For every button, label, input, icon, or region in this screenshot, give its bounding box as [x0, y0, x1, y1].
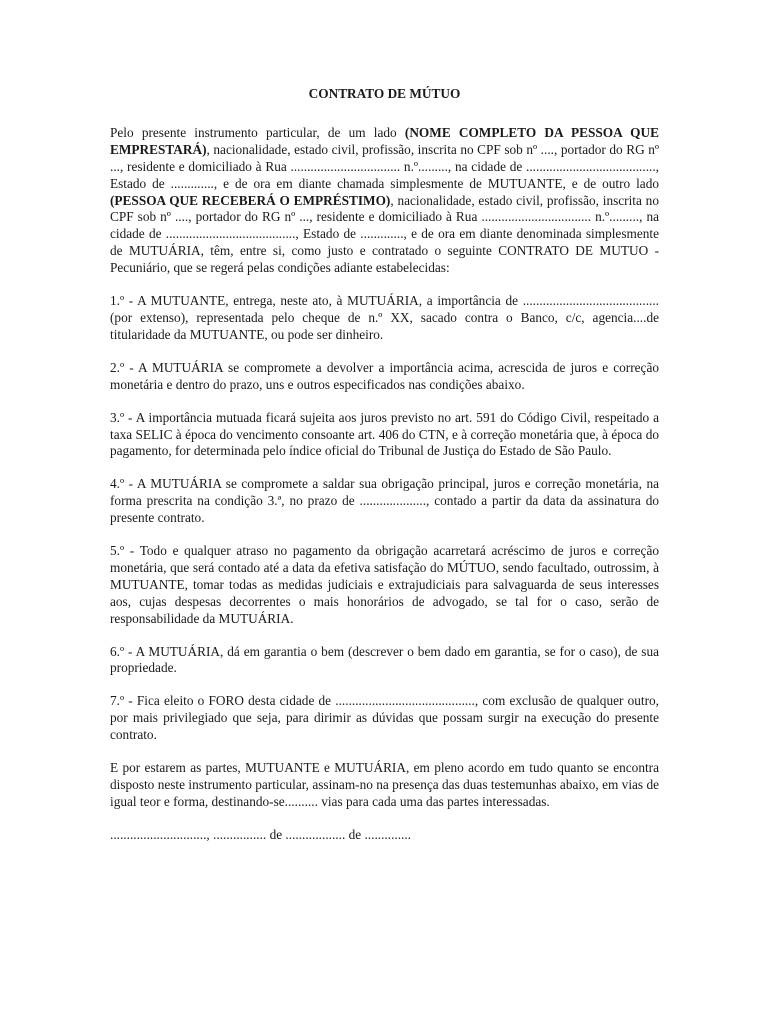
intro-paragraph: [110, 125, 659, 277]
clause-6: 6.º - A MUTUÁRIA, dá em garantia o bem (descrever o bem dado em garantia, se for o caso), de sua propriedade.: [110, 643, 659, 676]
clause-3: 3.º - A importância mutuada ficará sujeita aos juros previsto no art. 591 do Código Civil, respeitado a taxa SELIC à época do vencimento consoante art. 406 do CTN, e à correção monetária que, à época do pagamento, for determinada pelo índice oficial do Tribunal de Justiça do Estado de São Paulo.: [110, 409, 659, 459]
intro-text-3: , nacionalidade, estado civil, profissão, inscrita no CPF sob nº ...., portador do RG nº ..., residente e domiciliado à Rua ................................. n.º........., na cidade de ......................................., Estado de ............., e de ora em diante denominada simplesmente de MUTUÁRIA, têm, entre si, como justo e contratado o seguinte CONTRATO DE MUTUO - Pecuniário, que se regerá pelas condições adiante estabelecidas:: [110, 192, 659, 276]
date-line: ............................., ................ de .................. de ..............: [110, 826, 412, 842]
intro-text-1: Pelo presente instrumento particular, de um lado: [110, 124, 405, 140]
lender-name-placeholder: (NOME COMPLETO DA PESSOA QUE EMPRESTARÁ): [110, 124, 660, 157]
clause-7: 7.º - Fica eleito o FORO desta cidade de .........................................., com exclusão de qualquer outro, por mais privilegiado que seja, para dirimir as dúvidas que possam surgir na execução do presente contrato.: [110, 693, 659, 743]
intro-text-2: , nacionalidade, estado civil, profissão, inscrita no CPF sob nº ...., portador do RG nº ..., residente e domiciliado à Rua ................................. n.º........., na cidade de ......................................., Estado de ............., e de ora em diante chamada simplesmente de MUTUANTE, e de outro lado: [110, 141, 659, 191]
clause-1: 1.º - A MUTUANTE, entrega, neste ato, à MUTUÁRIA, a importância de ......................................... (por extenso), representada pelo cheque de n.º XX, sacado contra o Banco, c/c, agencia....de titularidade da MUTUANTE, ou pode ser dinheiro.: [110, 293, 659, 342]
borrower-name-placeholder: (PESSOA QUE RECEBERÁ O EMPRÉSTIMO): [110, 192, 391, 208]
clause-4: 4.º - A MUTUÁRIA se compromete a saldar sua obrigação principal, juros e correção monetária, na forma prescrita na condição 3.ª, no prazo de ...................., contado a partir da data da assinatura do presente contrato.: [110, 476, 659, 526]
clause-5: 5.º - Todo e qualquer atraso no pagamento da obrigação acarretará acréscimo de juros e correção monetária, que será contado até a data da efetiva satisfação do MÚTUO, sendo facultado, outrossim, à MUTUANTE, tomar todas as medidas judiciais e extrajudiciais para salvaguarda de seus interesses aos, cujas despesas decorrentes o mais honorários de advogado, se tal for o caso, serão de responsabilidade da MUTUÁRIA.: [110, 543, 659, 626]
document-page: [110, 0, 659, 844]
document-title: CONTRATO DE MÚTUO: [308, 86, 461, 101]
closing-paragraph: E por estarem as partes, MUTUANTE e MUTUÁRIA, em pleno acordo em tudo quanto se encontra disposto neste instrumento particular, assinam-no na presença das duas testemunhas abaixo, em vias de igual teor e forma, destinando-se.......... vias para cada uma das partes interessadas.: [110, 760, 659, 809]
clause-2: 2.º - A MUTUÁRIA se compromete a devolver a importância acima, acrescida de juros e correção monetária e dentro do prazo, uns e outros especificados nas condições abaixo.: [110, 359, 659, 392]
